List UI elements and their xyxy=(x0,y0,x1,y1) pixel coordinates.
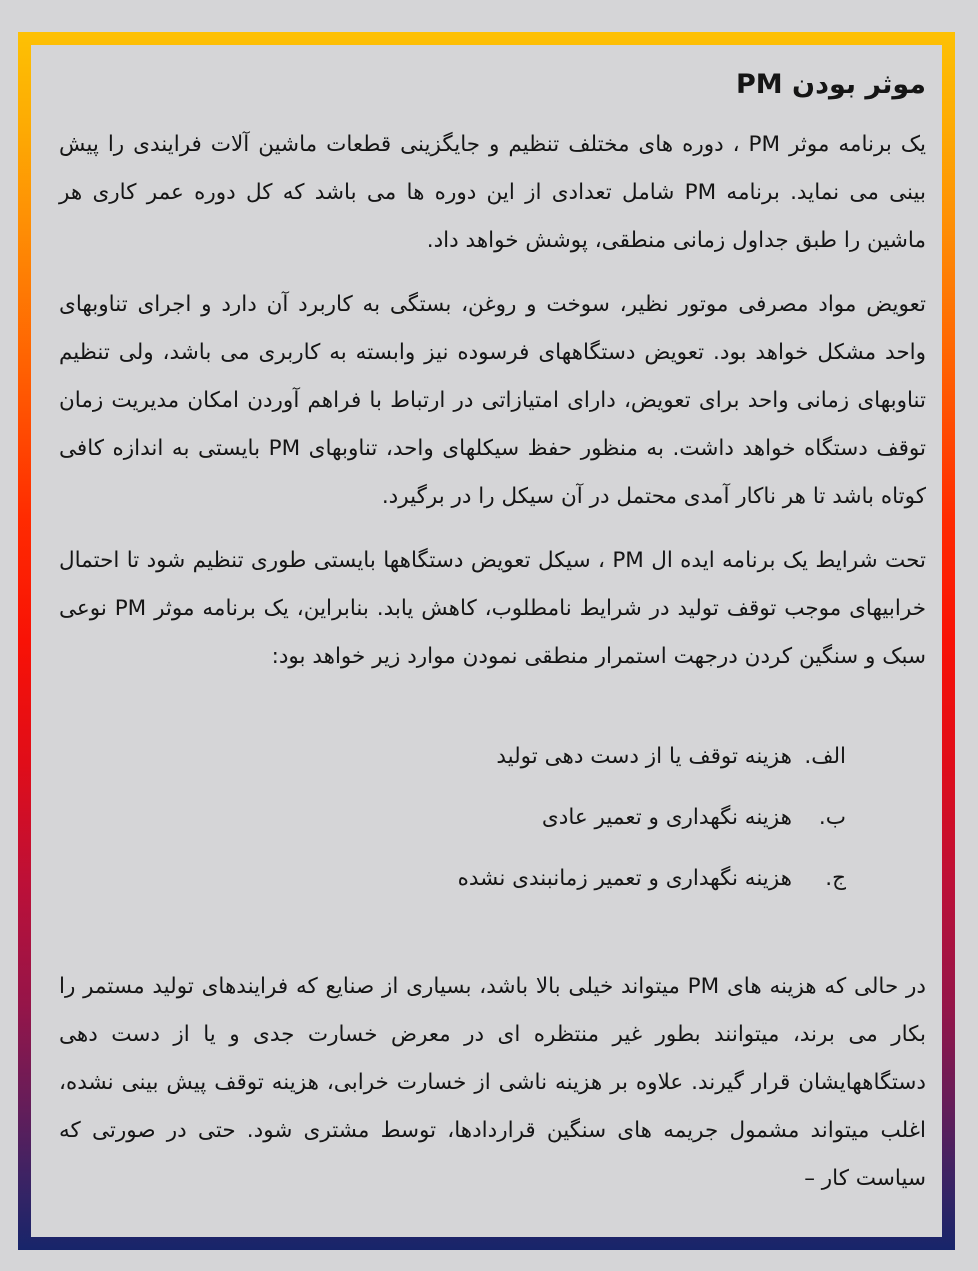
list-item xyxy=(59,733,846,781)
paragraph-consumables: تعویض مواد مصرفی موتور نظیر، سوخت و روغن، بستگی به کاربرد آن دارد و اجرای تناوبهای واحد مشکل خواهد بود. تعویض دستگاههای فرسوده نیز وابسته به کاربری می باشد، ولی تنظیم تناوبهای زمانی واحد برای تعویض، دارای امتیازاتی در ارتباط با فراهم آوردن امکان مدیریت زمان توقف دستگاه خواهد داشت. به منظور حفظ سیکلهای واحد، تناوبهای PM بایستی به اندازه کافی کوتاه باشد تا هر ناکار آمدی محتمل در آن سیکل را در برگیرد. xyxy=(59,292,926,509)
paragraph-closing: در حالی که هزینه های PM میتواند خیلی بالا باشد، بسیاری از صنایع که فرایندهای تولید مستمر را بکار می برند، میتوانند بطور غیر منتظره ای در معرض خسارت جدی و یا از دست دهی دستگاههایشان قرار گیرند. علاوه بر هزینه ناشی از خسارت خرابی، هزینه توقف پیش بینی نشده، اغلب میتواند مشمول جریمه های سنگین قراردادها، توسط مشتری شود. حتی در صورتی که سیاست کار – xyxy=(59,974,927,1191)
list-item-marker: ب. xyxy=(818,805,846,830)
list-item xyxy=(59,855,846,903)
list-item-marker: الف. xyxy=(804,744,846,769)
list-item-text: هزینه نگهداری و تعمیر زمانبندی نشده xyxy=(457,866,792,891)
list-item-text: هزینه توقف یا از دست دهی تولید xyxy=(496,744,792,769)
page-content xyxy=(31,45,942,1237)
page-title: موثر بودن PM xyxy=(735,69,926,100)
cost-list xyxy=(59,733,846,903)
list-item-text: هزینه نگهداری و تعمیر عادی xyxy=(541,805,792,830)
paragraph-intro: یک برنامه موثر PM ، دوره های مختلف تنظیم و جایگزینی قطعات ماشین آلات فرایندی را پیش بینی می نماید. برنامه PM شامل تعدادی از این دوره ها می باشد که کل دوره عمر کاری هر ماشین را طبق جداول زمانی منطقی، پوشش خواهد داد. xyxy=(59,132,926,253)
paragraph-ideal-program: تحت شرایط یک برنامه ایده ال PM ، سیکل تعویض دستگاهها بایستی طوری تنظیم شود تا احتمال خرابیهای موجب توقف تولید در شرایط نامطلوب، کاهش یابد. بنابراین، یک برنامه موثر PM نوعی سبک و سنگین کردن درجهت استمرار منطقی نمودن موارد زیر خواهد بود: xyxy=(59,548,926,669)
list-item-marker: ج. xyxy=(825,866,846,891)
list-item xyxy=(59,794,846,842)
gradient-border-frame xyxy=(18,32,955,1250)
